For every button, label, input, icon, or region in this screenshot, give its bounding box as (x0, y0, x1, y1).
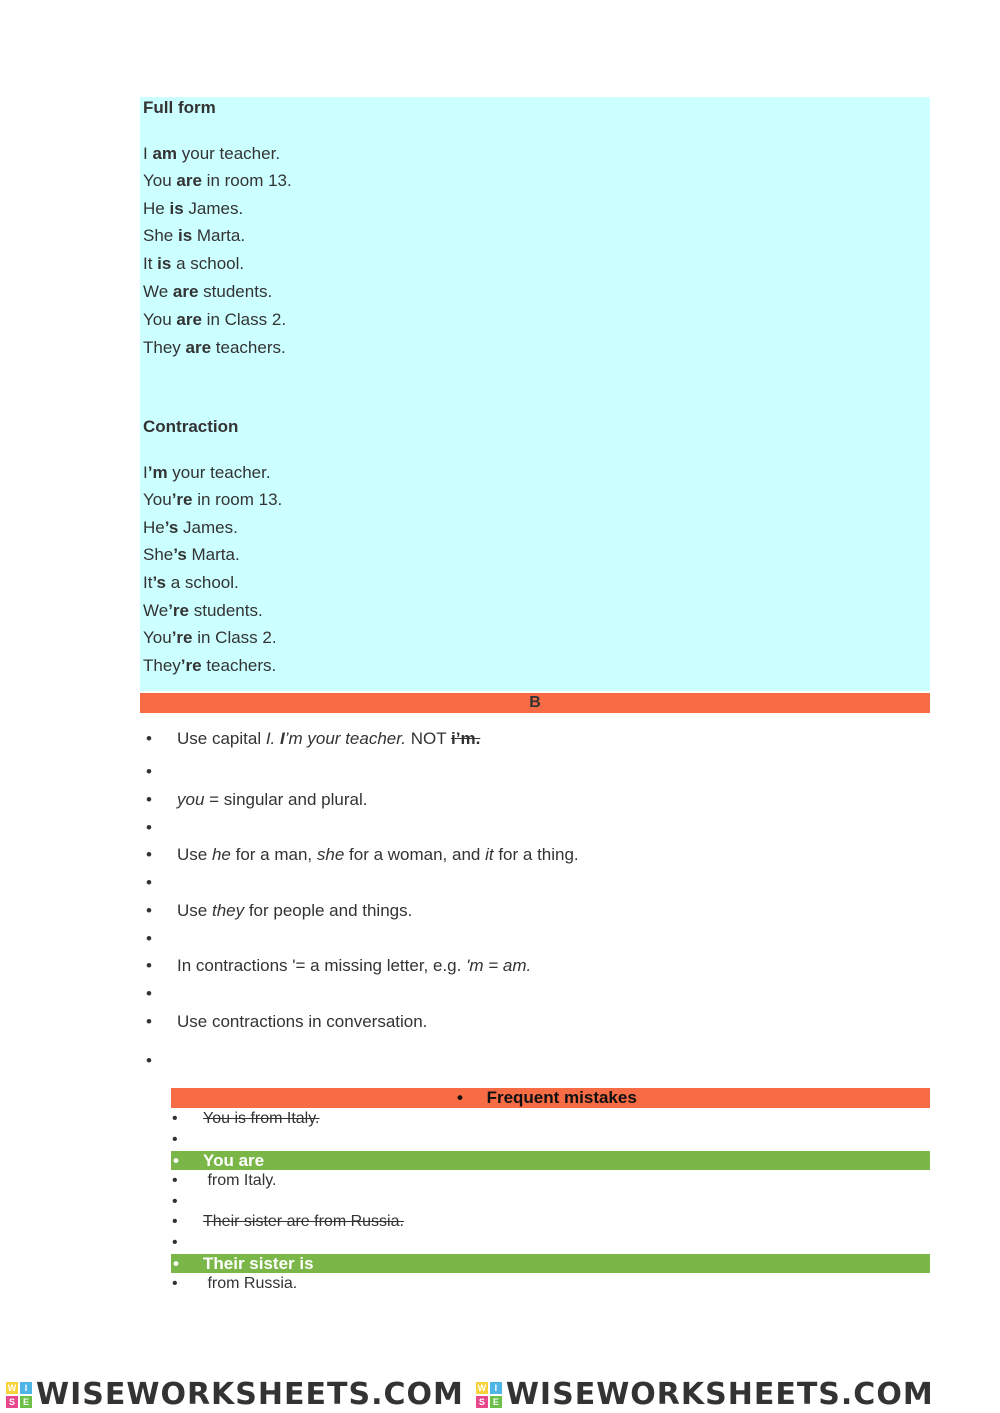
footer-watermark (0, 1376, 1000, 1413)
contraction-line: You’re in Class 2. (143, 628, 277, 647)
contraction-line: You’re in room 13. (143, 490, 283, 509)
correct-example-rest: • from Italy. (172, 1172, 277, 1189)
contraction-line: She’s Marta. (143, 545, 240, 564)
full-form-line: It is a school. (143, 254, 245, 273)
full-form-line: I am your teacher. (143, 144, 281, 163)
empty-bullet: • (146, 984, 152, 1003)
wrong-example: • Their sister are from Russia. (172, 1213, 404, 1230)
wrong-example: • You is from Italy. (172, 1110, 320, 1127)
site-logo-icon: W I S E (476, 1382, 502, 1408)
contraction-line: He’s James. (143, 518, 238, 537)
contraction-line: I’m your teacher. (143, 463, 271, 482)
empty-bullet: • (146, 762, 152, 781)
full-form-line: She is Marta. (143, 226, 246, 245)
rule-bullet: • Use he for a man, she for a woman, and it for a thing. (146, 845, 579, 864)
full-form-heading: Full form (143, 98, 216, 117)
empty-bullet: • (172, 1131, 178, 1148)
empty-bullet: • (172, 1193, 178, 1210)
full-form-line: You are in room 13. (143, 171, 292, 190)
full-form-line: We are students. (143, 282, 273, 301)
contraction-line: We’re students. (143, 601, 263, 620)
rule-bullet: • In contractions '= a missing letter, e.g. 'm = am. (146, 956, 532, 975)
rule-bullet: • Use contractions in conversation. (146, 1012, 428, 1031)
correct-example-rest: • from Russia. (172, 1275, 298, 1292)
contraction-heading: Contraction (143, 417, 239, 436)
full-form-line: He is James. (143, 199, 244, 218)
rule-bullet: • Use they for people and things. (146, 901, 413, 920)
frequent-mistakes-header: • Frequent mistakes (171, 1088, 930, 1108)
empty-bullet: • (146, 818, 152, 837)
site-logo-icon: W I S E (6, 1382, 32, 1408)
empty-bullet: • (146, 873, 152, 892)
correct-example-highlight: • You are (171, 1151, 930, 1170)
rule-bullet: • Use capital I. I’m your teacher. NOT i’m. (146, 729, 481, 748)
section-b-header: B (140, 693, 930, 713)
correct-example-highlight: • Their sister is (171, 1254, 930, 1273)
full-form-line: They are teachers. (143, 338, 286, 357)
contraction-line: They’re teachers. (143, 656, 277, 675)
rule-bullet: • you = singular and plural. (146, 790, 368, 809)
site-wordmark: WISEWORKSHEETS.COM (505, 1377, 934, 1412)
empty-bullet: • (146, 929, 152, 948)
contraction-line: It’s a school. (143, 573, 239, 592)
site-wordmark: WISEWORKSHEETS.COM (36, 1377, 464, 1412)
empty-bullet: • (172, 1234, 178, 1251)
empty-bullet: • (146, 1051, 152, 1070)
full-form-line: You are in Class 2. (143, 310, 287, 329)
